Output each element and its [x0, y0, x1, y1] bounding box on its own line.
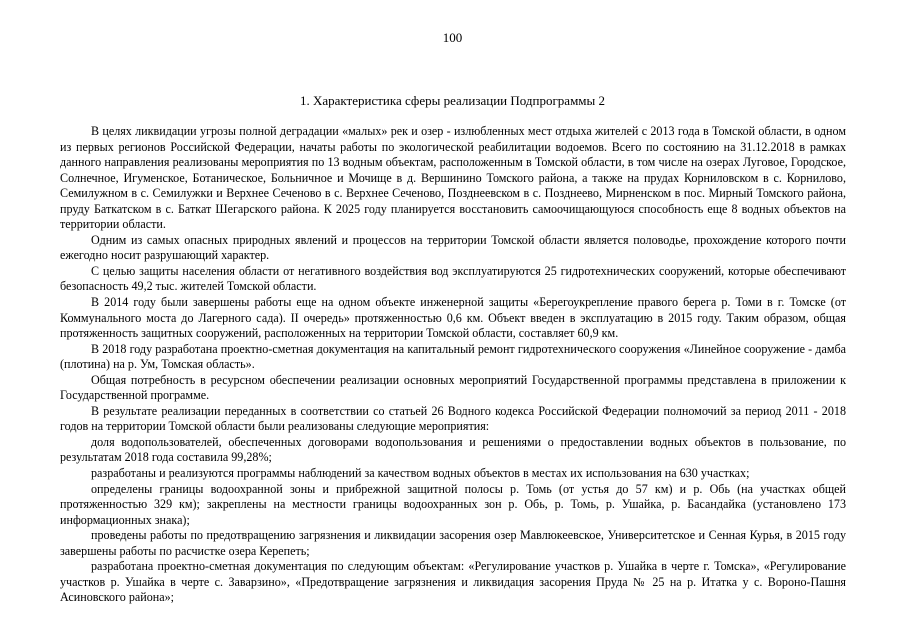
list-item-lake-cleanup: проведены работы по предотвращению загрязнения и ликвидации засорения озер Мавлюкеевское, Университетское и Сенная Курья, в 2015 году завершены работы по расчистке озера Керепеть; [60, 528, 846, 558]
list-item-water-users-share: доля водопользователей, обеспеченных договорами водопользования и решениями о предоставлении водных объектов в пользование, по результатам 2018 года составила 99,28%; [60, 434, 846, 465]
section-heading: 1. Характеристика сферы реализации Подпрограммы 2 [299, 93, 606, 108]
list-item-design-documentation: разработана проектно-сметная документация по следующим объектам: «Регулирование участков р. Ушайка в черте г. Томска», «Регулирование участков р. Ушайка в черте с. Заварзино», «Предотвращение загрязнения и ликвидация засорения Пруда № 25 на р. Итатка у с. Вороно-Пашня Асиновского района»; [60, 559, 846, 605]
page-number: 100 [442, 30, 463, 45]
paragraph-flood-hazard: Одним из самых опасных природных явлений и процессов на территории Томской области является половодье, прохождение которого почти ежегодно носит разрушающий характер. [60, 232, 846, 263]
paragraph-water-code-results: В результате реализации переданных в соответствии со статьей 26 Водного кодекса Российской Федерации полномочий за период 2011 - 2018 годов на территории Томской области были реализованы следующие мероприятия: [60, 403, 846, 434]
paragraph-resource-needs: Общая потребность в ресурсном обеспечении реализации основных мероприятий Государственной программы представлена в приложении к Государственной программе. [60, 372, 846, 403]
list-item-protection-zones: определены границы водоохранной зоны и прибрежной защитной полосы р. Томь (от устья до 57 км) и р. Обь (на участках общей протяженностью 329 км); закреплены на местности границы водоохранных зон р. Обь, р. Томь, р. Ушайка, р. Басандайка (установлено 173 информационных знака); [60, 481, 846, 527]
list-item-monitoring-programs: разработаны и реализуются программы наблюдений за качеством водных объектов в местах их использования на 630 участках; [91, 466, 750, 481]
body-text [60, 124, 846, 606]
paragraph-hydraulic-structures: С целью защиты населения области от негативного воздействия вод эксплуатируются 25 гидротехнических сооружений, которые обеспечивают безопасность 49,2 тыс. жителей Томской области. [60, 263, 846, 294]
paragraph-bank-protection: В 2014 году были завершены работы еще на одном объекте инженерной защиты «Берегоукрепление правого берега р. Томи в г. Томске (от Коммунального моста до Лагерного сада). II очередь» протяженностью 0,6 км. Объект введен в эксплуатацию в 2015 году. Таким образом, общая протяженность защитных сооружений, расположенных на территории Томской области, составляет 60,9 км. [60, 295, 846, 341]
paragraph-lake-rehabilitation: В целях ликвидации угрозы полной деградации «малых» рек и озер - излюбленных мест отдыха жителей с 2013 года в Томской области, в одном из первых регионов Российской Федерации, начаты работы по экологической реабилитации водоемов. Всего по состоянию на 31.12.2018 в рамках данного направления реализованы мероприятия по 13 водным объектам, расположенным в Томской области, в том числе на озерах Луговое, Городское, Солнечное, Игуменское, Ботаническое, Больничное и Мочище в д. Вершинино Томского района, а также на прудах Корниловском в с. Корнилово, Семилужном в с. Семилужки и Верхнее Сеченово в с. Верхнее Сеченово, Позднеевском в с. Позднеево, Мирненском в пос. Мирный Томского района, пруду Баткатском в с. Баткат Шегарского района. К 2025 году планируется восстановить самоочищающуюся способность еще 8 водных объектов на территории области. [60, 124, 846, 232]
paragraph-dam-repair-docs: В 2018 году разработана проектно-сметная документация на капитальный ремонт гидротехнического сооружения «Линейное сооружение - дамба (плотина) на р. Ум, Томская область». [60, 341, 846, 372]
